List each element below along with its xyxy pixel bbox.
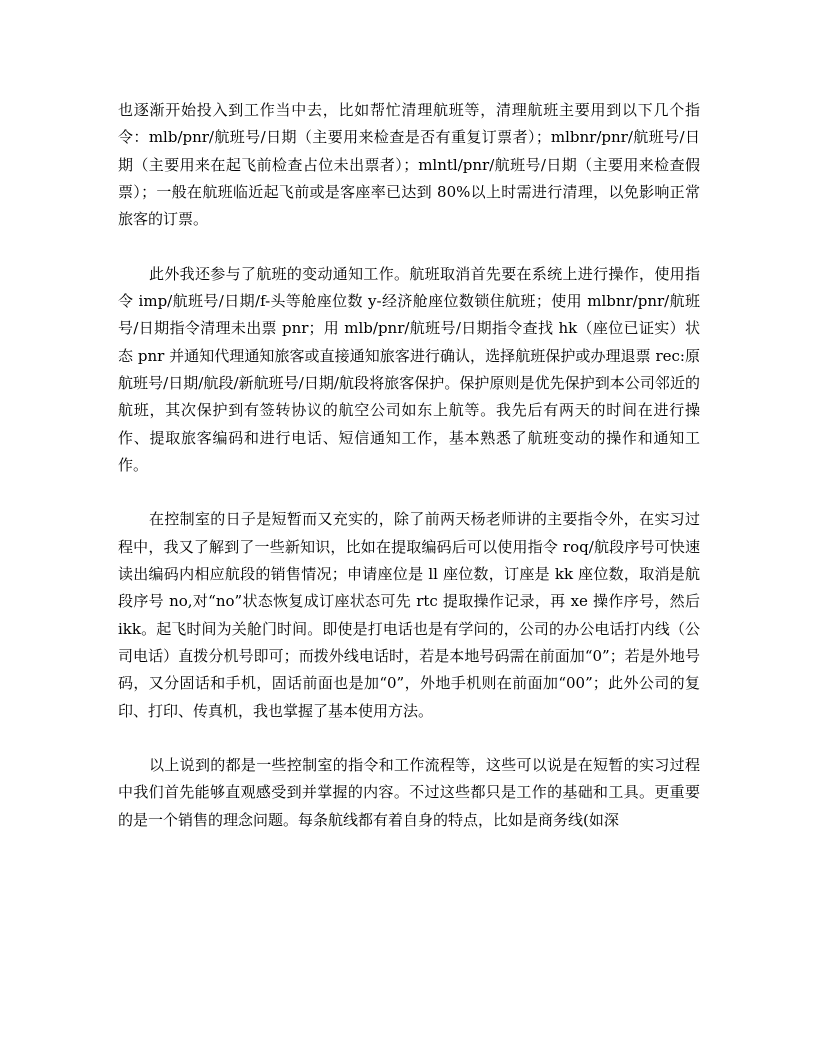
document-page [118, 97, 700, 834]
paragraph-3: 在控制室的日子是短暂而又充实的，除了前两天杨老师讲的主要指令外，在实习过程中，我又了解到了一些新知识，比如在提取编码后可以使用指令 roq/航段序号可快速读出编码内相应航段的销售情况；申请座位是 ll 座位数，订座是 kk 座位数，取消是航段序号 no,对“no”状态恢复成订座状态可先 rtc 提取操作记录，再 xe 操作序号，然后 ikk。起飞时间为关舱门时间。即使是打电话也是有学问的，公司的办公电话打内线（公司电话）直拨分机号即可；而拨外线电话时，若是本地号码需在前面加“0”；若是外地号码，又分固话和手机，固话前面也是加“0”，外地手机则在前面加“00”；此外公司的复印、打印、传真机，我也掌握了基本使用方法。 [118, 510, 700, 720]
paragraph-2: 此外我还参与了航班的变动通知工作。航班取消首先要在系统上进行操作，使用指令 imp/航班号/日期/f-头等舱座位数 y-经济舱座位数锁住航班；使用 mlbnr/pnr/航班号/日期指令清理未出票 pnr；用 mlb/pnr/航班号/日期指令查找 hk（座位已证实）状态 pnr 并通知代理通知旅客或直接通知旅客进行确认，选择航班保护或办理退票 rec:原航班号/日期/航段/新航班号/日期/航段将旅客保护。保护原则是优先保护到本公司邻近的航班，其次保护到有签转协议的航空公司如东上航等。我先后有两天的时间在进行操作、提取旅客编码和进行电话、短信通知工作，基本熟悉了航班变动的操作和通知工作。 [118, 264, 700, 474]
paragraph-4: 以上说到的都是一些控制室的指令和工作流程等，这些可以说是在短暂的实习过程中我们首先能够直观感受到并掌握的内容。不过这些都只是工作的基础和工具。更重要的是一个销售的理念问题。每条航线都有着自身的特点，比如是商务线(如深 [118, 756, 700, 829]
paragraph-1: 也逐渐开始投入到工作当中去，比如帮忙清理航班等，清理航班主要用到以下几个指令：mlb/pnr/航班号/日期（主要用来检查是否有重复订票者）；mlbnr/pnr/航班号/日期（主要用来在起飞前检查占位未出票者）；mlntl/pnr/航班号/日期（主要用来检查假票）；一般在航班临近起飞前或是客座率已达到 80%以上时需进行清理，以免影响正常旅客的订票。 [118, 101, 700, 229]
